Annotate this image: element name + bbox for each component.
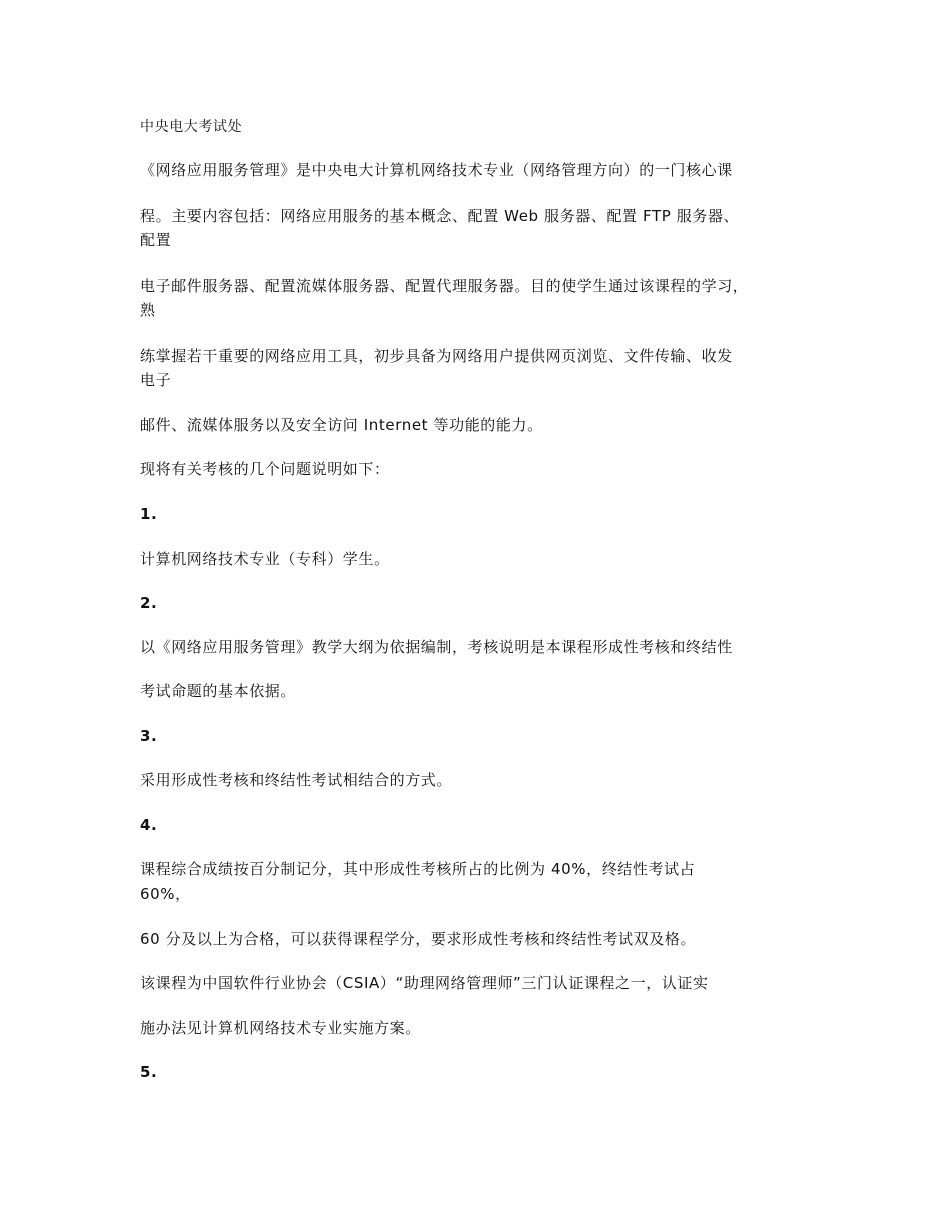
paragraph-line: 练掌握若干重要的网络应用工具，初步具备为网络用户提供网页浏览、文件传输、收发 (140, 347, 733, 365)
section-number: 2. (140, 594, 158, 612)
paragraph-line: 《网络应用服务管理》是中央电大计算机网络技术专业（网络管理方向）的一门核心课 (140, 161, 733, 179)
paragraph-line: 邮件、流媒体服务以及安全访问 Internet 等功能的能力。 (140, 416, 543, 434)
paragraph-line: 电子 (140, 371, 172, 389)
paragraph-line: 电子邮件服务器、配置流媒体服务器、配置代理服务器。目的使学生通过该课程的学习， (140, 277, 749, 295)
section-number: 4. (140, 816, 158, 834)
document-header: 中央电大考试处 (140, 119, 243, 135)
paragraph-line: 该课程为中国软件行业协会（CSIA）“助理网络管理师”三门认证课程之一，认证实 (140, 974, 709, 992)
paragraph-line: 课程综合成绩按百分制记分，其中形成性考核所占的比例为 40%，终结性考试占 (140, 860, 696, 878)
paragraph-line: 采用形成性考核和终结性考试相结合的方式。 (140, 771, 453, 789)
section-number: 3. (140, 727, 158, 745)
paragraph-line: 现将有关考核的几个问题说明如下： (140, 460, 390, 478)
section-number: 5. (140, 1063, 158, 1081)
paragraph-line: 60 分及以上为合格，可以获得课程学分，要求形成性考核和终结性考试双及格。 (140, 930, 697, 948)
section-number: 1. (140, 505, 158, 523)
paragraph-line: 配置 (140, 231, 172, 249)
paragraph-line: 以《网络应用服务管理》教学大纲为依据编制，考核说明是本课程形成性考核和终结性 (140, 638, 733, 656)
paragraph-line: 施办法见计算机网络技术专业实施方案。 (140, 1019, 421, 1037)
paragraph-line: 熟 (140, 301, 156, 319)
paragraph-line: 60%， (140, 885, 191, 903)
paragraph-line: 计算机网络技术专业（专科）学生。 (140, 550, 390, 568)
paragraph-line: 程。主要内容包括：网络应用服务的基本概念、配置 Web 服务器、配置 FTP 服务器、 (140, 207, 740, 225)
paragraph-line: 考试命题的基本依据。 (140, 682, 297, 700)
